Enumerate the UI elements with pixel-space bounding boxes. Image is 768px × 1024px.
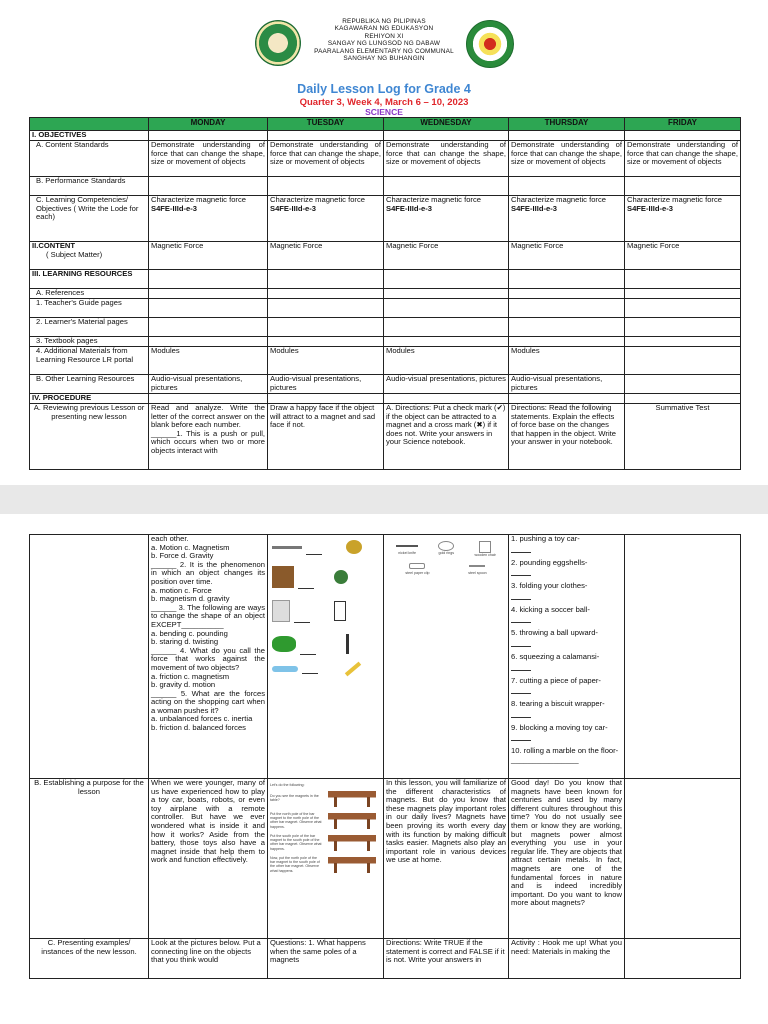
header-tuesday: TUESDAY: [268, 118, 384, 131]
header-monday: MONDAY: [149, 118, 268, 131]
letterhead-line: REHIYON XI: [364, 32, 404, 40]
table-row: [30, 299, 741, 318]
cell-text: Magnetic Force: [384, 242, 509, 270]
nickel-knife-item: nickel knife: [396, 541, 418, 557]
lantern-icon: [334, 601, 346, 621]
cell-presenting-wednesday: Directions: Write TRUE if the statement is correct and FALSE if it is not. Write your answers in: [384, 939, 509, 979]
lesson-table-page-2: [29, 534, 741, 979]
table-row: [30, 535, 741, 779]
cell-purpose-tuesday: Let's do the following: Do you see the magnets in the table? Put the north pole of the bar magnet to the north pole of the other bar magnet. Observe what happens. Put the south pole of the bar magnet to the south pole of the other bar magnet. Observe what happens. Now, put the north pole of the bar magnet to the south pole of the other bar magnet. Observe what happens.: [268, 779, 384, 939]
cell-text: Audio-visual presentations, pictures: [509, 375, 625, 394]
cell-review-wednesday: A. Directions: Put a check mark (✔) if the object can be attracted to a magnet and a cross mark (✖) if it does not. Write your answers in your Science notebook.: [384, 404, 509, 470]
cell-text: Magnetic Force: [149, 242, 268, 270]
table-row: [30, 318, 741, 337]
cell-text: Modules: [268, 347, 384, 375]
magnet-table-icon: [328, 835, 376, 851]
wooden-chair-item: wooden chair: [475, 541, 496, 557]
cell-text: Demonstrate understanding of force that can change the shape, size or movement of objects: [625, 141, 741, 177]
cell-review-tuesday-pictures: [268, 535, 384, 779]
cell-purpose-monday: When we were younger, many of us have experienced how to play a toy car, boats, robots, or even toy airplane with a remote controller. But have we ever wondered what is inside it and how it works? Aside from the battery, those toys also have a magnet inside that help them to work and function effectively.: [149, 779, 268, 939]
cell-review-thursday: Directions: Read the following statements. Explain the effects of force base on the changes that happen in the object. Write your answer in your notebook.: [509, 404, 625, 470]
magnet-table-icon: [328, 857, 376, 873]
cell-presenting-thursday: Activity : Hook me up! What you need: Materials in making the: [509, 939, 625, 979]
cell-review-wednesday-pictures: [384, 535, 509, 779]
cell-text: Demonstrate understanding of force that can change the shape, size or movement of objects: [509, 141, 625, 177]
table-row: [30, 939, 741, 979]
table-row: [30, 347, 741, 375]
steel-paper-clip-item: steel paper clip: [405, 561, 429, 575]
row-label: C. Learning Competencies/ Objectives ( Write the Lode for each): [30, 196, 149, 242]
nail-icon: [272, 546, 302, 549]
peas-icon: [272, 636, 296, 652]
letterhead: [0, 18, 768, 62]
table-row: [30, 375, 741, 394]
cell-review-monday: Read and analyze. Write the letter of the correct answer on the blank before each number. ______1. This is a push or pull, which occurs when two or more objects interact with: [149, 404, 268, 470]
magnet-table-icon: [328, 791, 376, 807]
gold-rings-item: gold rings: [438, 541, 454, 557]
row-label: B. Performance Standards: [30, 177, 149, 196]
cell-competency: Characterize magnetic force S4FE-IIId-e-3: [384, 196, 509, 242]
cell-text: Audio-visual presentations, pictures: [384, 375, 509, 394]
leaves-icon: [334, 570, 348, 584]
row-label: 1. Teacher's Guide pages: [30, 299, 149, 318]
cell-text: Magnetic Force: [509, 242, 625, 270]
row-label: C. Presenting examples/ instances of the new lesson.: [30, 939, 149, 979]
cell-text: Demonstrate understanding of force that can change the shape, size or movement of objects: [268, 141, 384, 177]
row-label: A. References: [30, 289, 149, 299]
lesson-table-page-1: [29, 117, 741, 470]
cell-text: Modules: [384, 347, 509, 375]
table-header-row: [30, 118, 741, 131]
lesson-log-page-1: [0, 0, 768, 485]
cell-presenting-tuesday: Questions: 1. What happens when the same poles of a magnets: [268, 939, 384, 979]
row-label: II.CONTENT ( Subject Matter): [30, 242, 149, 270]
cell-text: Modules: [149, 347, 268, 375]
cell-text: Audio-visual presentations, pictures: [149, 375, 268, 394]
row-label: 4. Additional Materials from Learning Resource LR portal: [30, 347, 149, 375]
table-row: [30, 337, 741, 347]
table-row: [30, 289, 741, 299]
cell-purpose-thursday: Good day! Do you know that magnets have been known for centuries and used by many different cultures throughout this time? You do not usually see them or know they are working, but magnets power almost everything you use in your regular life. They are objects that attract certain metals. In fact, magnets are one of the fundamental forces in nature and is indeed incredibly important. Do you want to know more about magnets?: [509, 779, 625, 939]
letterhead-line: SANGHAY NG BUHANGIN: [343, 55, 425, 63]
table-row: [30, 177, 741, 196]
magnet-table-icon: [328, 813, 376, 829]
document-title: Daily Lesson Log for Grade 4: [297, 82, 471, 96]
row-label: A. Content Standards: [30, 141, 149, 177]
cell-competency: Characterize magnetic force S4FE-IIId-e-3: [509, 196, 625, 242]
table-row: [30, 131, 741, 141]
row-label: 2. Learner's Material pages: [30, 318, 149, 337]
paper-icon: [272, 600, 290, 622]
cell-competency: Characterize magnetic force S4FE-IIId-e-3: [268, 196, 384, 242]
subject-line: SCIENCE: [365, 107, 403, 117]
cell-competency: Characterize magnetic force S4FE-IIId-e-3: [149, 196, 268, 242]
cell-review-thursday-cont: 1. pushing a toy car- 2. pounding eggshells- 3. folding your clothes- 4. kicking a soccer ball- 5. throwing a ball upward- 6. squeezing a calamansi- 7. cutting a piece of paper- 8. tearing a biscuit wrapper- 9. blocking a moving toy car- 10. rolling a marble on the floor- ________________: [509, 535, 625, 779]
letterhead-line: SANGAY NG LUNGSOD NG DABAW: [327, 40, 441, 48]
steel-spoon-item: steel spoon: [468, 561, 486, 575]
letterhead-line: PAARALANG ELEMENTARY NG COMMUNAL: [314, 47, 454, 55]
letterhead-line: KAGAWARAN NG EDUKASYON: [334, 25, 434, 33]
section-label: I. OBJECTIVES: [30, 131, 149, 141]
section-label: IV. PROCEDURE: [30, 394, 149, 404]
table-row: [30, 394, 741, 404]
row-label: B. Other Learning Resources: [30, 375, 149, 394]
table-row: [30, 242, 741, 270]
cell-purpose-wednesday: In this lesson, you will familiarize of the different characteristics of magnets. But do you know that these magnets play important roles in our daily lives? Magnets have been proving its worth every day with its function by making difficult tasks easier. Magnets also play an important role in various devices we use at home.: [384, 779, 509, 939]
cell-text: Magnetic Force: [625, 242, 741, 270]
cell-competency: Characterize magnetic force S4FE-IIId-e-3: [625, 196, 741, 242]
table-row: [30, 141, 741, 177]
row-label: B. Establishing a purpose for the lesson: [30, 779, 149, 939]
cell-review-monday-cont: each other. a. Motion c. Magnetism b. Force d. Gravity ______ 2. It is the phenomenon in which an object changes its position over time. a. motion c. Force b. magnetism d. gravity ______ 3. The following are ways to change the shape of an object EXCEPT__________ a. bending c. pounding b. staring d. twisting ______ 4. What do you call the force that works against the movement of two objects? a. friction c. magnetism b. gravity d. motion ______ 5. What are the forces acting on the shopping cart when a woman pushes it? a. unbalanced forces c. inertia b. friction d. balanced forces: [149, 535, 268, 779]
cell-text: Demonstrate understanding of force that can change the shape, size or movement of objects: [384, 141, 509, 177]
table-row: [30, 196, 741, 242]
header-wednesday: WEDNESDAY: [384, 118, 509, 131]
cell-presenting-monday: Look at the pictures below. Put a connecting line on the objects that you think would: [149, 939, 268, 979]
pin-icon: [346, 634, 349, 654]
cell-text: Modules: [509, 347, 625, 375]
cell-review-friday: Summative Test: [625, 404, 741, 470]
table-row: [30, 779, 741, 939]
pencil-icon: [345, 662, 361, 677]
lesson-log-page-2: [0, 514, 768, 1024]
wood-icon: [272, 566, 294, 588]
row-label: A. Reviewing previous Lesson or presenting new lesson: [30, 404, 149, 470]
table-row: [30, 404, 741, 470]
cell-review-tuesday: Draw a happy face if the object will attract to a magnet and sad face if not.: [268, 404, 384, 470]
cell-text: Audio-visual presentations, pictures: [268, 375, 384, 394]
coins-icon: [346, 540, 362, 554]
cell-text: Magnetic Force: [268, 242, 384, 270]
header-thursday: THURSDAY: [509, 118, 625, 131]
row-label: 3. Textbook pages: [30, 337, 149, 347]
cell-text: Demonstrate understanding of force that can change the shape, size or movement of objects: [149, 141, 268, 177]
eraser-icon: [272, 666, 298, 672]
section-label: III. LEARNING RESOURCES: [30, 270, 149, 289]
letterhead-line: REPUBLIKA NG PILIPINAS: [342, 18, 426, 25]
header-friday: FRIDAY: [625, 118, 741, 131]
header-blank: [30, 118, 149, 131]
quarter-line: Quarter 3, Week 4, March 6 – 10, 2023: [299, 97, 469, 108]
table-row: [30, 270, 741, 289]
